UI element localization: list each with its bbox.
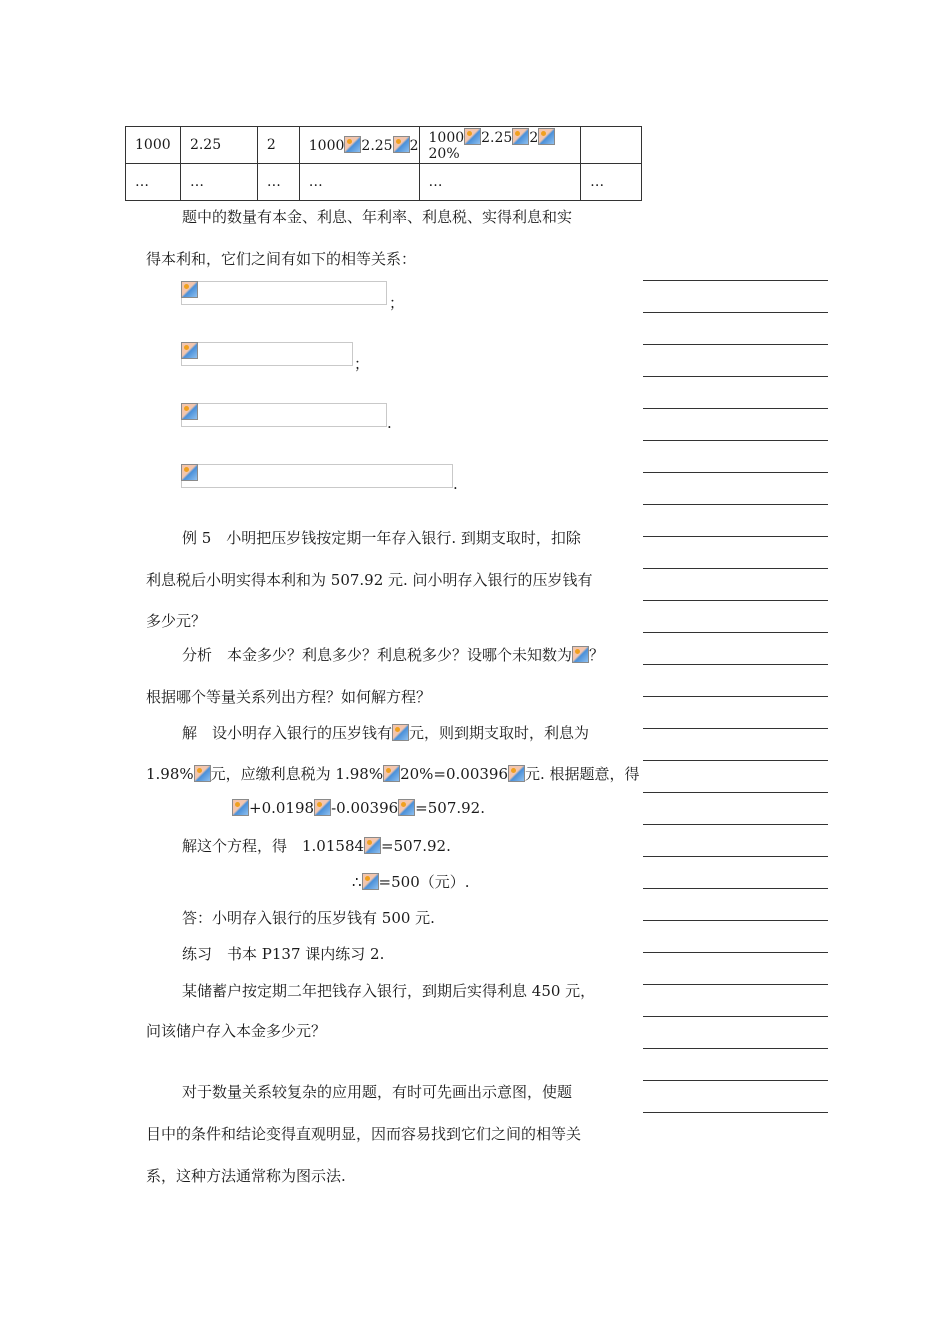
practice-line-1: 某储蓄户按定期二年把钱存入银行，到期后实得利息 450 元， — [182, 982, 596, 1000]
note-line — [643, 664, 828, 665]
analysis-line-2: 根据哪个等量关系列出方程？如何解方程？ — [146, 688, 432, 706]
note-line — [643, 536, 828, 537]
note-line — [643, 824, 828, 825]
missing-image-icon — [398, 799, 415, 816]
result-line: ∴ =500（元）. — [352, 873, 470, 891]
solution-line-1: 解 设小明存入银行的压岁钱有 元，则到期支取时，利息为 — [182, 724, 590, 742]
note-line — [643, 1112, 828, 1113]
missing-image-icon — [181, 464, 198, 481]
closing-line-2: 目中的条件和结论变得直观明显，因而容易找到它们之间的相等关 — [146, 1125, 582, 1143]
table-cell: 2.25 — [180, 127, 257, 164]
note-line — [643, 280, 828, 281]
note-line — [643, 1080, 828, 1081]
analysis-line-1: 分析 本金多少？利息多少？利息税多少？设哪个未知数为 ？ — [182, 646, 605, 664]
practice-line-2: 问该储户存入本金多少元？ — [146, 1022, 327, 1040]
table-cell: … — [257, 164, 299, 201]
formula-image-1 — [181, 281, 387, 305]
missing-image-icon — [393, 136, 410, 153]
missing-image-icon — [392, 724, 409, 741]
note-line — [643, 888, 828, 889]
formula-punct-4: . — [453, 475, 458, 493]
example-line-2: 利息税后小明实得本利和为 507.92 元. 问小明存入银行的压岁钱有 — [146, 571, 593, 589]
note-line — [643, 568, 828, 569]
note-line — [643, 472, 828, 473]
note-line — [643, 984, 828, 985]
note-line — [643, 952, 828, 953]
missing-image-icon — [464, 128, 481, 145]
closing-line-3: 系，这种方法通常称为图示法. — [146, 1167, 346, 1185]
missing-image-icon — [181, 342, 198, 359]
note-line — [643, 728, 828, 729]
note-line — [643, 760, 828, 761]
example-line-3: 多少元？ — [146, 612, 207, 630]
missing-image-icon — [181, 281, 198, 298]
answer-line: 答：小明存入银行的压岁钱有 500 元. — [182, 909, 435, 927]
closing-line-1: 对于数量关系较复杂的应用题，有时可先画出示意图，使题 — [182, 1083, 573, 1101]
formula-image-3 — [181, 403, 387, 427]
missing-image-icon — [383, 765, 400, 782]
note-line — [643, 696, 828, 697]
missing-image-icon — [362, 873, 379, 890]
formula-punct-2: ； — [354, 355, 370, 373]
formula-punct-3: . — [387, 414, 392, 432]
table-cell: 1000 — [126, 127, 181, 164]
example-line-1: 例 5 小明把压岁钱按定期一年存入银行. 到期支取时，扣除 — [182, 529, 581, 547]
note-line — [643, 440, 828, 441]
table-cell — [581, 127, 642, 164]
note-line — [643, 632, 828, 633]
practice-title: 练习 书本 P137 课内练习 2. — [182, 945, 385, 963]
note-line — [643, 504, 828, 505]
intro-line-2: 得本利和，它们之间有如下的相等关系： — [146, 250, 417, 268]
missing-image-icon — [538, 128, 555, 145]
table-cell: 2 — [257, 127, 299, 164]
missing-image-icon — [508, 765, 525, 782]
missing-image-icon — [181, 403, 198, 420]
table-cell: 1000 2.25 2 — [299, 127, 419, 164]
note-line — [643, 920, 828, 921]
note-line — [643, 1048, 828, 1049]
table-row — [126, 164, 642, 201]
table-cell: … — [299, 164, 419, 201]
missing-image-icon — [512, 128, 529, 145]
table-cell: … — [581, 164, 642, 201]
table-cell: 1000 2.25 220% — [419, 127, 581, 164]
solve-line: 解这个方程，得 1.01584 =507.92. — [182, 837, 451, 855]
data-table — [125, 126, 642, 201]
note-line — [643, 1016, 828, 1017]
table-row — [126, 127, 642, 164]
note-line — [643, 376, 828, 377]
solution-line-2: 1.98% 元，应缴利息税为 1.98% 20%=0.00396 元. 根据题意，得 — [146, 765, 640, 783]
missing-image-icon — [232, 799, 249, 816]
missing-image-icon — [344, 136, 361, 153]
missing-image-icon — [572, 646, 589, 663]
intro-line-1: 题中的数量有本金、利息、年利率、利息税、实得利息和实 — [182, 208, 573, 226]
formula-punct-1: ； — [389, 294, 405, 312]
note-line — [643, 792, 828, 793]
missing-image-icon — [194, 765, 211, 782]
note-line — [643, 344, 828, 345]
note-line — [643, 408, 828, 409]
note-line — [643, 856, 828, 857]
note-line — [643, 600, 828, 601]
note-line — [643, 312, 828, 313]
table-cell: … — [419, 164, 581, 201]
equation-line: +0.0198 -0.00396 =507.92. — [232, 799, 485, 817]
missing-image-icon — [364, 837, 381, 854]
table-cell: … — [126, 164, 181, 201]
table-cell: … — [180, 164, 257, 201]
formula-image-4 — [181, 464, 453, 488]
missing-image-icon — [314, 799, 331, 816]
formula-image-2 — [181, 342, 353, 366]
